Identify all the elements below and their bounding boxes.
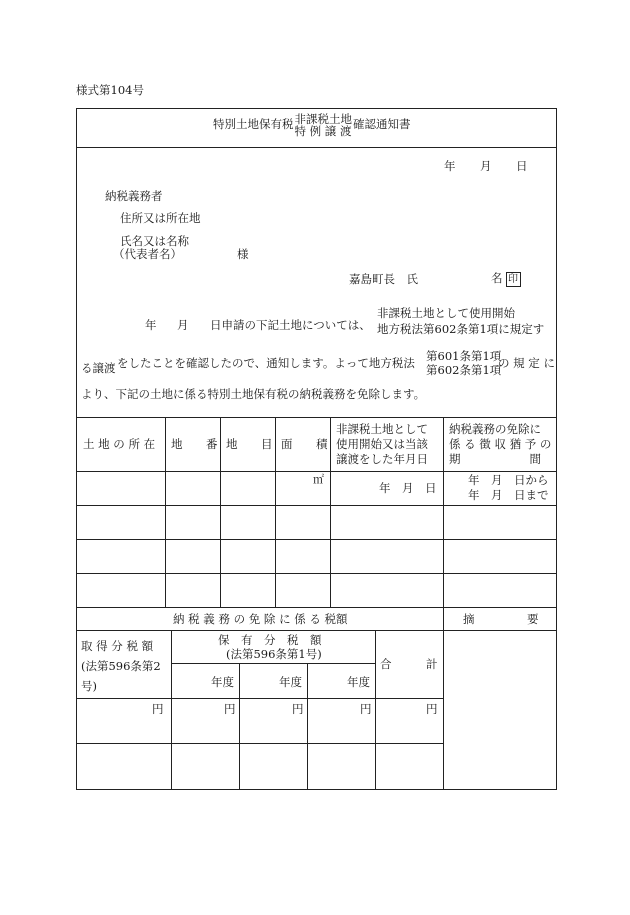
- body-choice2-lower: 第602条第1項: [426, 363, 502, 377]
- rule: [76, 147, 557, 148]
- rule: [76, 417, 557, 418]
- rule: [375, 630, 376, 790]
- rule: [275, 417, 276, 607]
- rule: [76, 505, 557, 506]
- rule: [171, 663, 375, 664]
- body-month: 月: [177, 318, 189, 332]
- remarks-1: 摘: [463, 612, 475, 626]
- rule: [307, 663, 308, 790]
- body-line3: より、下記の土地に係る特別土地保有税の納税義務を免除します。: [81, 387, 426, 401]
- body-choice1-lower: 地方税法第602条第1項に規定す: [377, 322, 545, 336]
- honorific: 様: [237, 247, 249, 261]
- total-1: 合: [380, 657, 392, 671]
- header-location: 土 地 の 所 在: [83, 437, 156, 451]
- header-start-2: 使用開始又は当該: [336, 437, 428, 451]
- header-area-1: 面: [281, 437, 293, 451]
- issuer-label: 嘉島町長 氏: [349, 272, 418, 286]
- nendo-2: 年度: [279, 675, 302, 689]
- rule: [76, 743, 443, 744]
- row1-date: 年 月 日: [379, 481, 437, 495]
- yen-total: 円: [426, 702, 438, 716]
- yen-hold-2: 円: [292, 702, 304, 716]
- body-line2-c: の 規 定 に: [498, 356, 555, 370]
- header-area-2: 積: [316, 437, 328, 451]
- form-number: 様式第104号: [76, 83, 144, 97]
- header-category-2: 目: [261, 437, 273, 451]
- total-2: 計: [426, 657, 438, 671]
- rule: [171, 630, 172, 790]
- body-line2-b: をしたことを確認したので、通知します。よって地方税法: [117, 356, 415, 370]
- rule: [76, 539, 557, 540]
- seal-icon: 印: [506, 272, 521, 287]
- title-prefix: 特別土地保有税: [213, 117, 294, 132]
- representative-label: （代表者名）: [113, 247, 182, 261]
- rule: [220, 417, 221, 607]
- address-label: 住所又は所在地: [120, 211, 201, 225]
- rule: [76, 698, 443, 699]
- rule: [76, 607, 557, 608]
- rule: [76, 471, 557, 472]
- rule: [239, 663, 240, 790]
- body-year: 年: [145, 318, 157, 332]
- header-category-1: 地: [226, 437, 238, 451]
- rule: [76, 573, 557, 574]
- acq-label-1: 取 得 分 税 額: [81, 639, 154, 653]
- body-choice2-upper: 第601条第1項: [426, 349, 502, 363]
- row1-grace-to: 年 月 日まで: [468, 488, 549, 502]
- body-line2-a: る譲渡: [81, 361, 116, 375]
- hold-label-1: 保 有 分 税 額: [218, 633, 322, 647]
- date-day: 日: [516, 159, 528, 173]
- header-grace-2: 係 る 徴 収 猶 予 の: [449, 437, 552, 451]
- acq-label-3: 号): [81, 679, 97, 693]
- header-start-3: 譲渡をした年月日: [336, 452, 428, 466]
- rule: [165, 417, 166, 607]
- yen-acq: 円: [152, 702, 164, 716]
- nendo-1: 年度: [211, 675, 234, 689]
- yen-hold-3: 円: [360, 702, 372, 716]
- issuer-name-mark: [491, 272, 521, 287]
- tax-heading: 納 税 義 務 の 免 除 に 係 る 税額: [173, 612, 348, 626]
- header-lot-1: 地: [171, 437, 183, 451]
- header-grace-3: 期 間: [449, 452, 541, 466]
- form-title: [213, 113, 411, 137]
- rule: [443, 607, 444, 790]
- rule: [330, 417, 331, 607]
- header-grace-1: 納税義務の免除に: [449, 422, 541, 436]
- name-label: 氏名又は名称: [120, 234, 189, 248]
- header-lot-2: 番: [206, 437, 218, 451]
- taxpayer-heading: 納税義務者: [105, 189, 163, 203]
- rule: [443, 417, 444, 607]
- title-choice-lower: 特 例 譲 渡: [294, 124, 352, 139]
- body-choice1-upper: 非課税土地として使用開始: [377, 306, 515, 320]
- header-start-1: 非課税土地として: [336, 422, 428, 436]
- date-month: 月: [480, 159, 492, 173]
- body-day-text: 日申請の下記土地については、: [210, 318, 371, 332]
- yen-hold-1: 円: [224, 702, 236, 716]
- acq-label-2: (法第596条第2: [81, 659, 161, 673]
- title-choice-upper: 非課税土地: [294, 112, 352, 126]
- rule: [76, 630, 557, 631]
- nendo-3: 年度: [347, 675, 370, 689]
- area-unit: ㎡: [313, 473, 324, 486]
- date-year: 年: [444, 159, 456, 173]
- title-suffix: 確認通知書: [353, 117, 411, 132]
- hold-label-2: (法第596条第1号): [226, 647, 322, 661]
- row1-grace-from: 年 月 日から: [468, 473, 549, 487]
- name-char: 名: [491, 271, 503, 285]
- remarks-2: 要: [527, 612, 539, 626]
